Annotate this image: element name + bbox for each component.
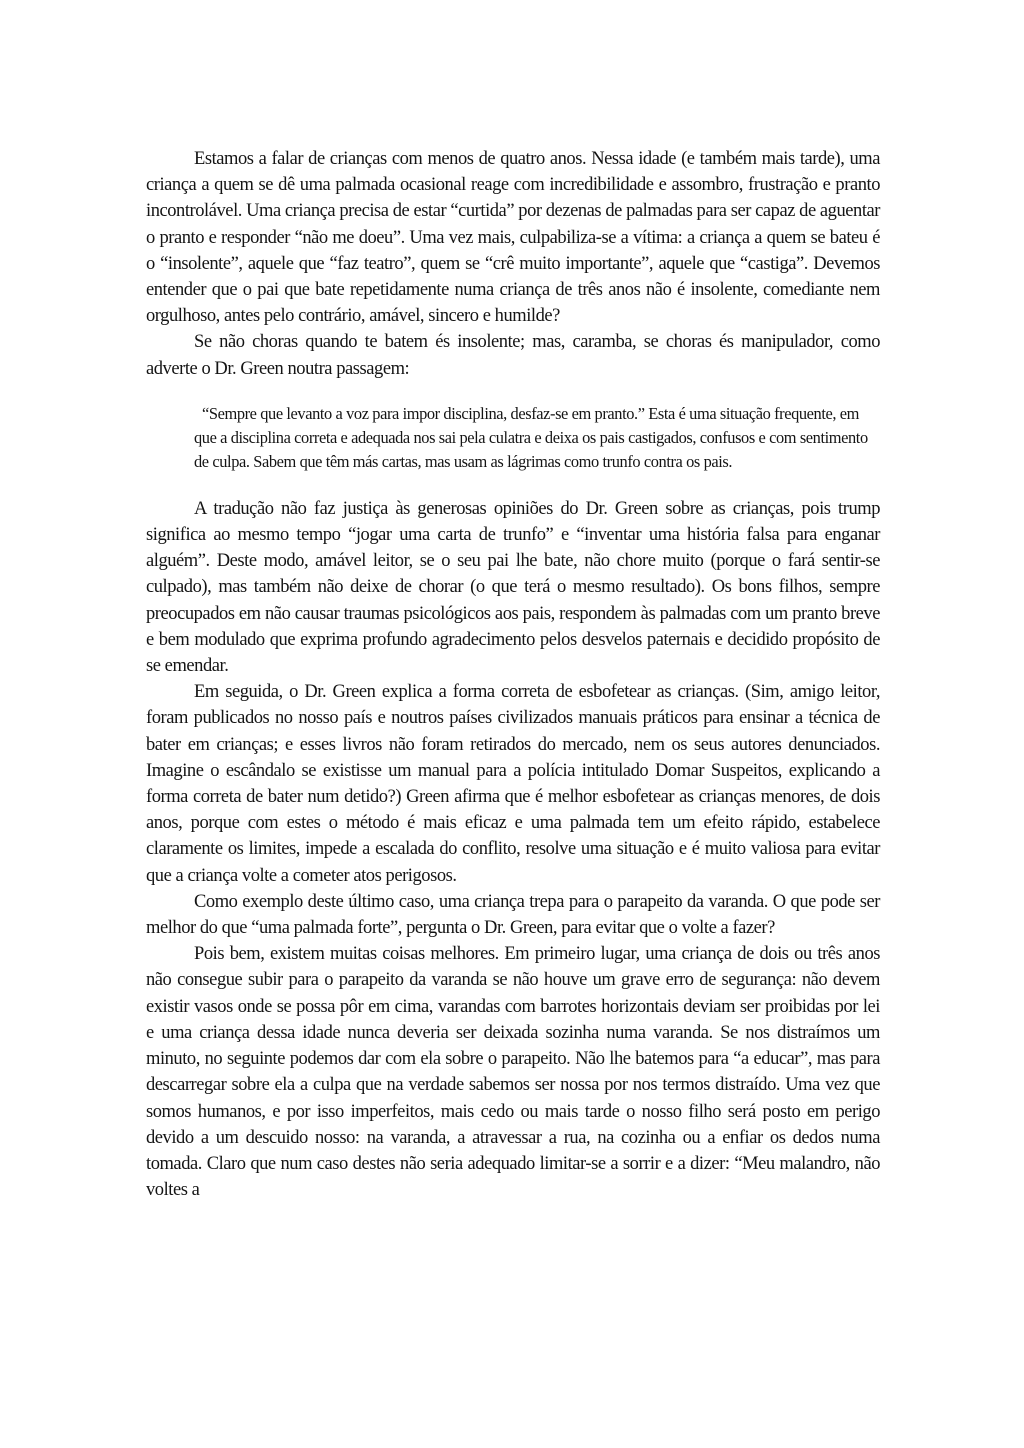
paragraph: Estamos a falar de crianças com menos de quatro anos. Nessa idade (e também mais tarde), uma criança a quem se dê uma palmada ocasional reage com incredibilidade e assombro, frustração e pranto incontrolável. Uma criança precisa de estar “curtida” por dezenas de palmadas para ser capaz de aguentar o pranto e responder “não me doeu”. Uma vez mais, culpabiliza-se a vítima: a criança a quem se bateu é o “insolente”, aquele que “faz teatro”, quem se “crê muito importante”, aquele que “castiga”. Devemos entender que o pai que bate repetidamente numa criança de três anos não é insolente, comediante nem orgulhoso, antes pelo contrário, amável, sincero e humilde? [146,149,880,327]
block-quote [146,402,880,474]
block-quote-text: “Sempre que levanto a voz para impor disciplina, desfaz-se em pranto.” Esta é uma situação frequente, em que a disciplina correta e adequada nos sai pela culatra e deixa os pais castigados, confusos e com sentimento de culpa. Sabem que têm más cartas, mas usam as lágrimas como trunfo contra os pais. [194,403,868,471]
paragraph: Pois bem, existem muitas coisas melhores. Em primeiro lugar, uma criança de dois ou três anos não consegue subir para o parapeito da varanda se não houve um grave erro de segurança: não devem existir vasos onde se possa pôr em cima, varandas com barrotes horizontais deviam ser proibidas por lei e uma criança dessa idade nunca deveria ser deixada sozinha numa varanda. Se nos distraímos um minuto, no seguinte podemos dar com ela sobre o parapeito. Não lhe batemos para “a educar”, mas para descarregar sobre ela a culpa que na verdade sabemos ser nossa por nos termos distraído. Uma vez que somos humanos, e por isso imperfeitos, mais cedo ou mais tarde o nosso filho será posto em perigo devido a um descuido nosso: na varanda, a atravessar a rua, na cozinha ou a enfiar os dedos numa tomada. Claro que num caso destes não seria adequado limitar-se a sorrir e a dizer: “Meu malandro, não voltes a [146,944,880,1201]
paragraph: Em seguida, o Dr. Green explica a forma correta de esbofetear as crianças. (Sim, amigo leitor, foram publicados no nosso país e noutros países civilizados manuais práticos para ensinar a técnica de bater em crianças; e esses livros não foram retirados do mercado, nem os seus autores denunciados. Imagine o escândalo se existisse um manual para a polícia intitulado Domar Suspeitos, explicando a forma correta de bater num detido?) Green afirma que é melhor esbofetear as crianças menores, de dois anos, porque com estes o método é mais eficaz e uma palmada tem um efeito rápido, estabelece claramente os limites, impede a escalada do conflito, resolve uma situação e é muito valiosa para evitar que a criança volte a cometer atos perigosos. [146,682,880,886]
document-page [146,146,880,1203]
paragraph: Como exemplo deste último caso, uma criança trepa para o parapeito da varanda. O que pode ser melhor do que “uma palmada forte”, pergunta o Dr. Green, para evitar que o volte a fazer? [146,891,880,939]
paragraph: Se não choras quando te batem és insolente; mas, caramba, se choras és manipulador, como adverte o Dr. Green noutra passagem: [146,332,880,379]
paragraph: A tradução não faz justiça às generosas opiniões do Dr. Green sobre as crianças, pois trump significa ao mesmo tempo “jogar uma carta de trunfo” e “inventar uma história falsa para enganar alguém”. Deste modo, amável leitor, se o seu pai lhe bate, não chore muito (porque o fará sentir-se culpado), mas também não deixe de chorar (o que terá o mesmo resultado). Os bons filhos, sempre preocupados em não causar traumas psicológicos aos pais, respondem às palmadas com um pranto breve e bem modulado que exprima profundo agradecimento pelos desvelos paternais e decidido propósito de se emendar. [146,498,880,677]
